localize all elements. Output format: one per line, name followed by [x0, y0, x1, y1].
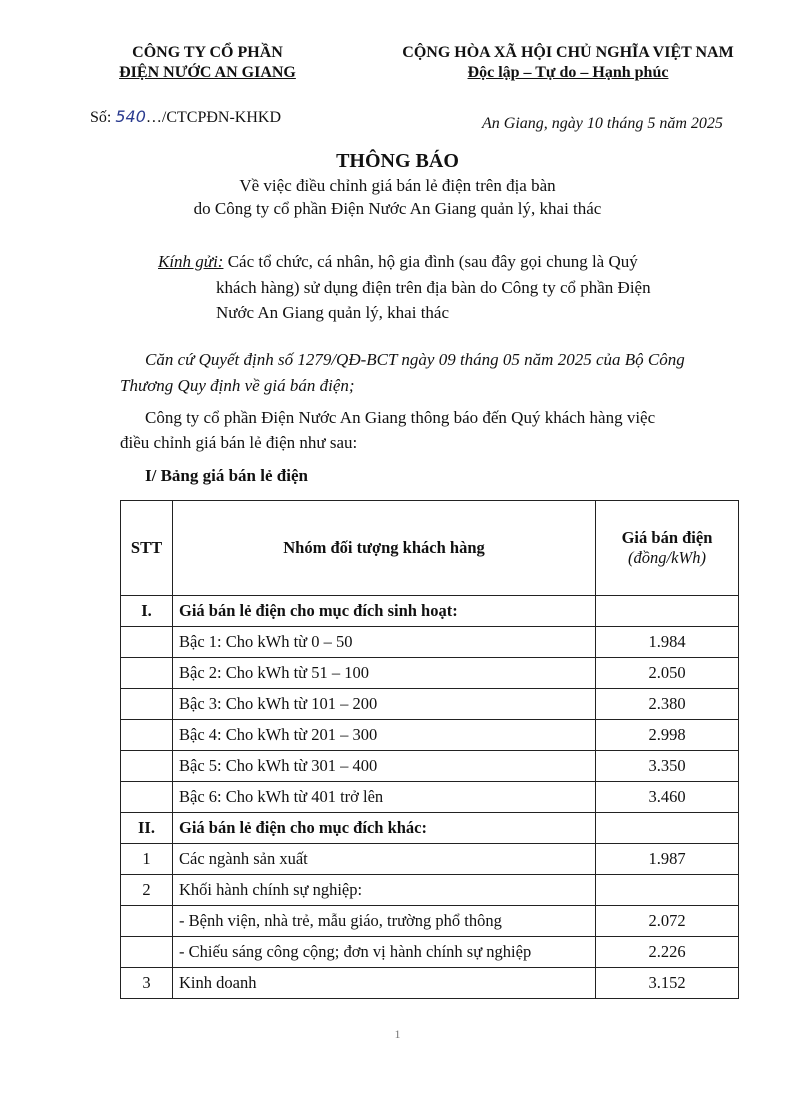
table-row	[121, 906, 739, 937]
table-row	[121, 937, 739, 968]
row-customer-group: Khối hành chính sự nghiệp:	[173, 875, 596, 906]
row-price: 2.380	[596, 689, 739, 720]
row-price: 1.984	[596, 627, 739, 658]
row-stt: II.	[121, 813, 173, 844]
row-price	[596, 596, 739, 627]
row-stt	[121, 720, 173, 751]
section-title: I/ Bảng giá bán lẻ điện	[145, 466, 308, 485]
row-customer-group: Giá bán lẻ điện cho mục đích khác:	[173, 813, 596, 844]
handwritten-number: 540	[115, 107, 146, 126]
table-row	[121, 875, 739, 906]
column-header-price-unit: (đồng/kWh)	[628, 548, 706, 567]
row-customer-group: Giá bán lẻ điện cho mục đích sinh hoạt:	[173, 596, 596, 627]
row-customer-group: Các ngành sản xuất	[173, 844, 596, 875]
document-number-prefix: Số:	[90, 109, 112, 126]
column-header-stt: STT	[121, 501, 173, 596]
legal-basis-line2: Thương Quy định về giá bán điện;	[120, 376, 355, 395]
row-customer-group: Bậc 5: Cho kWh từ 301 – 400	[173, 751, 596, 782]
notice-title: THÔNG BÁO	[336, 150, 459, 172]
column-header-price	[596, 501, 739, 596]
row-customer-group: Bậc 2: Cho kWh từ 51 – 100	[173, 658, 596, 689]
notice-paragraph-line1: Công ty cổ phần Điện Nước An Giang thông báo đến Quý khách hàng việc	[145, 408, 656, 427]
table-row	[121, 813, 739, 844]
row-stt	[121, 751, 173, 782]
table-row	[121, 968, 739, 999]
table-header-row	[121, 501, 739, 596]
row-customer-group: - Bệnh viện, nhà trẻ, mẫu giáo, trường phổ thông	[173, 906, 596, 937]
row-price	[596, 875, 739, 906]
page-number: 1	[394, 1027, 401, 1041]
legal-basis-line1: Căn cứ Quyết định số 1279/QĐ-BCT ngày 09 tháng 05 năm 2025 của Bộ Công	[145, 350, 685, 369]
row-customer-group: Bậc 4: Cho kWh từ 201 – 300	[173, 720, 596, 751]
row-price: 3.152	[596, 968, 739, 999]
notice-subtitle-line1: Về việc điều chỉnh giá bán lẻ điện trên địa bàn	[239, 176, 556, 195]
row-stt	[121, 782, 173, 813]
row-price: 2.998	[596, 720, 739, 751]
company-name-line1: CÔNG TY CỔ PHẦN	[132, 44, 283, 61]
row-customer-group: - Chiếu sáng công cộng; đơn vị hành chính sự nghiệp	[173, 937, 596, 968]
table-row	[121, 596, 739, 627]
row-customer-group: Kinh doanh	[173, 968, 596, 999]
table-row	[121, 627, 739, 658]
recipient-line3: Nước An Giang quản lý, khai thác	[216, 303, 450, 322]
column-header-group: Nhóm đối tượng khách hàng	[173, 501, 596, 596]
notice-subtitle-line2: do Công ty cổ phần Điện Nước An Giang quản lý, khai thác	[193, 199, 602, 218]
table-row	[121, 844, 739, 875]
column-header-price-label: Giá bán điện	[621, 528, 713, 547]
table-row	[121, 689, 739, 720]
row-price	[596, 813, 739, 844]
company-name-line2: ĐIỆN NƯỚC AN GIANG	[119, 64, 296, 81]
row-stt: 3	[121, 968, 173, 999]
row-stt	[121, 937, 173, 968]
table-row	[121, 720, 739, 751]
table-row	[121, 658, 739, 689]
recipient-line1	[158, 252, 748, 272]
row-stt	[121, 658, 173, 689]
row-price: 3.460	[596, 782, 739, 813]
document-number	[90, 107, 281, 127]
row-customer-group: Bậc 1: Cho kWh từ 0 – 50	[173, 627, 596, 658]
row-stt: I.	[121, 596, 173, 627]
row-price: 2.050	[596, 658, 739, 689]
price-table	[120, 500, 739, 999]
row-stt: 1	[121, 844, 173, 875]
row-stt	[121, 906, 173, 937]
row-price: 2.072	[596, 906, 739, 937]
date-place: An Giang, ngày 10 tháng 5 năm 2025	[482, 115, 723, 132]
document-number-suffix: …/CTCPĐN-KHKD	[145, 109, 282, 126]
row-price: 1.987	[596, 844, 739, 875]
row-customer-group: Bậc 6: Cho kWh từ 401 trở lên	[173, 782, 596, 813]
row-customer-group: Bậc 3: Cho kWh từ 101 – 200	[173, 689, 596, 720]
recipient-text-line1: Các tổ chức, cá nhân, hộ gia đình (sau đây gọi chung là Quý	[227, 252, 638, 271]
table-row	[121, 751, 739, 782]
recipient-label: Kính gửi:	[158, 252, 224, 271]
motto: Độc lập – Tự do – Hạnh phúc	[467, 64, 669, 81]
row-price: 3.350	[596, 751, 739, 782]
table-row	[121, 782, 739, 813]
row-stt: 2	[121, 875, 173, 906]
row-stt	[121, 689, 173, 720]
recipient-line2: khách hàng) sử dụng điện trên địa bàn do Công ty cổ phần Điện	[216, 278, 651, 297]
nation-title: CỘNG HÒA XÃ HỘI CHỦ NGHĨA VIỆT NAM	[402, 44, 734, 61]
row-stt	[121, 627, 173, 658]
row-price: 2.226	[596, 937, 739, 968]
notice-paragraph-line2: điều chỉnh giá bán lẻ điện như sau:	[120, 433, 358, 452]
